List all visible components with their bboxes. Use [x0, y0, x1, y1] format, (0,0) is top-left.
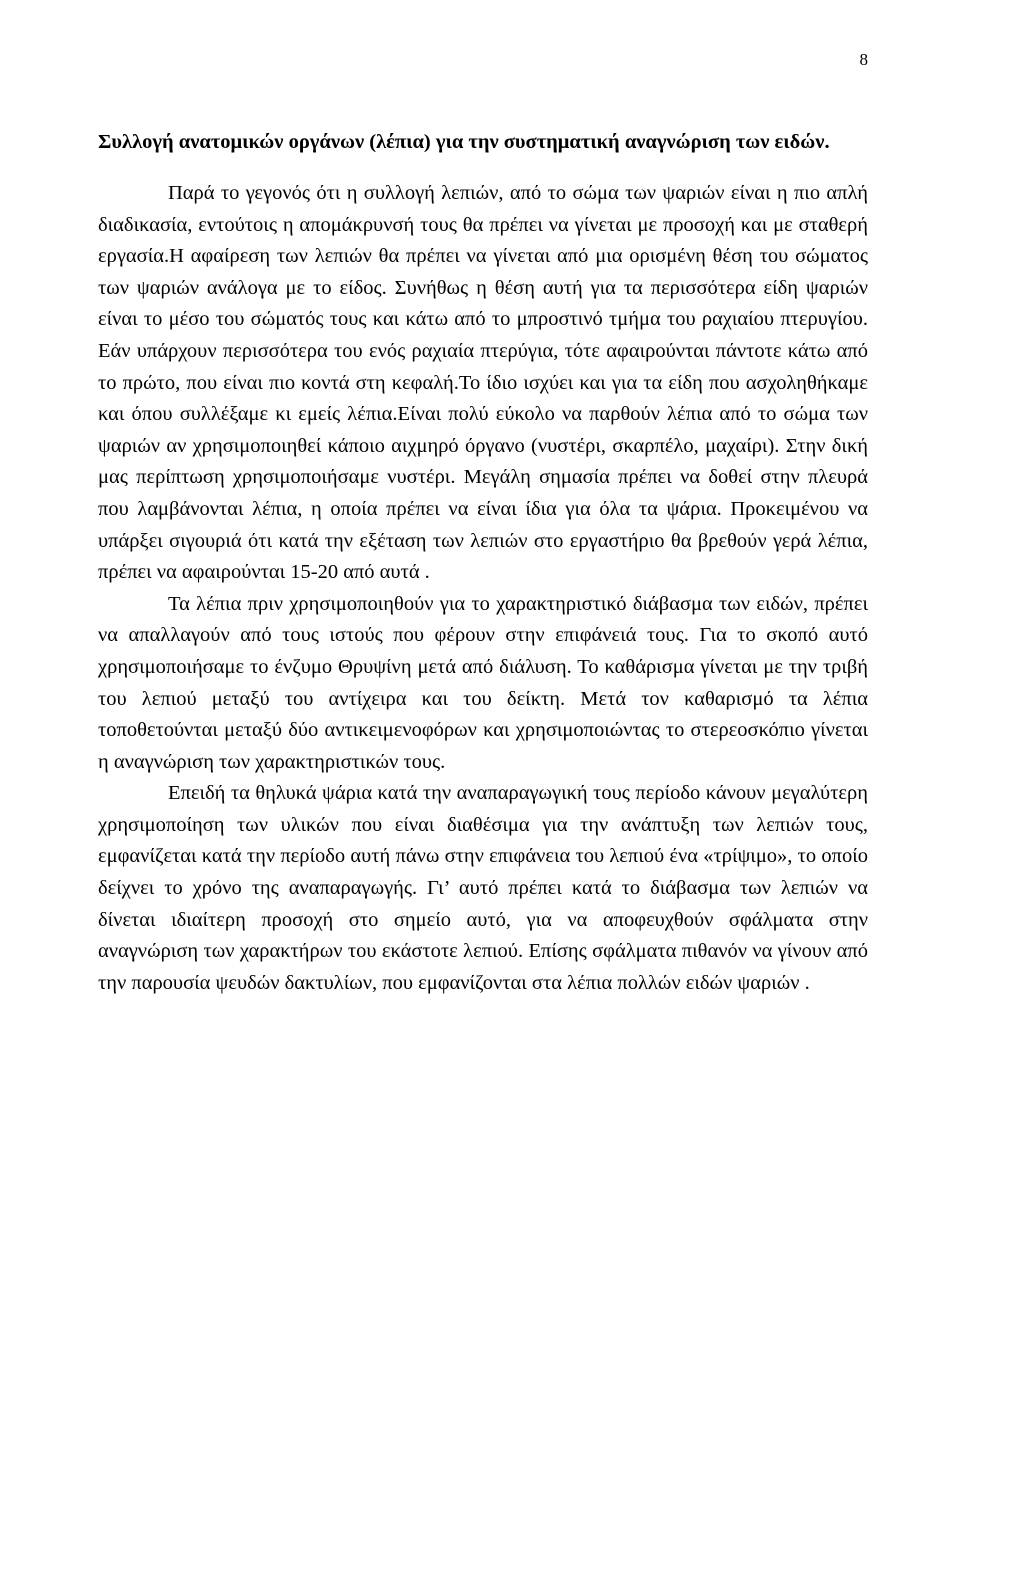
page-number: 8 — [859, 50, 868, 69]
paragraph: Τα λέπια πριν χρησιμοποιηθούν για το χαρακτηριστικό διάβασμα των ειδών, πρέπει να απαλλαγούν από τους ιστούς που φέρουν στην επιφάνειά τους. Για το σκοπό αυτό χρησιμοποιήσαμε το ένζυμο Θρυψίνη μετά από διάλυση. Το καθάρισμα γίνεται με την τριβή του λεπιού μεταξύ του αντίχειρα και του δείκτη. Μετά τον καθαρισμό τα λέπια τοποθετούνται μεταξύ δύο αντικειμενοφόρων και χρησιμοποιώντας το στερεοσκόπιο γίνεται η αναγνώριση των χαρακτηριστικών τους. — [98, 592, 868, 773]
paragraph: Παρά το γεγονός ότι η συλλογή λεπιών, από το σώμα των ψαριών είναι η πιο απλή διαδικασία, εντούτοις η απομάκρυνσή τους θα πρέπει να γίνεται με προσοχή και με σταθερή εργασία.Η αφαίρεση των λεπιών θα πρέπει να γίνεται από μια ορισμένη θέση του σώματος των ψαριών ανάλογα με το είδος. Συνήθως η θέση αυτή για τα περισσότερα είδη ψαριών είναι το μέσο του σώματός τους και κάτω από το μπροστινό τμήμα του ραχιαίου πτερυγίου. Εάν υπάρχουν περισσότερα του ενός ραχιαία πτερύγια, τότε αφαιρούνται πάντοτε κάτω από το πρώτο, που είναι πιο κοντά στη κεφαλή.Το ίδιο ισχύει και για τα είδη που ασχοληθήκαμε και όπου συλλέξαμε κι εμείς λέπια.Είναι πολύ εύκολο να παρθούν λέπια από το σώμα των ψαριών αν χρησιμοποιηθεί κάποιο αιχμηρό όργανο (νυστέρι, σκαρπέλο, μαχαίρι). Στην δική μας περίπτωση χρησιμοποιήσαμε νυστέρι. Μεγάλη σημασία πρέπει να δοθεί στην πλευρά που λαμβάνονται λέπια, η οποία πρέπει να είναι ίδια για όλα τα ψάρια. Προκειμένου να υπάρξει σιγουριά ότι κατά την εξέταση των λεπιών στο εργαστήριο θα βρεθούν γερά λέπια, πρέπει να αφαιρούνται 15-20 από αυτά . — [98, 182, 868, 584]
section-heading: Συλλογή ανατομικών οργάνων (λέπια) για την συστηματική αναγνώριση των ειδών. — [98, 131, 830, 153]
document-body — [98, 127, 868, 999]
paragraph: Επειδή τα θηλυκά ψάρια κατά την αναπαραγωγική τους περίοδο κάνουν μεγαλύτερη χρησιμοποίηση των υλικών που είναι διαθέσιμα για την ανάπτυξη των λεπιών τους, εμφανίζεται κατά την περίοδο αυτή πάνω στην επιφάνεια του λεπιού ένα «τρίψιμο», το οποίο δείχνει το χρόνο της αναπαραγωγής. Γι’ αυτό πρέπει κατά το διάβασμα των λεπιών να δίνεται ιδιαίτερη προσοχή στο σημείο αυτό, για να αποφευχθούν σφάλματα στην αναγνώριση των χαρακτήρων του εκάστοτε λεπιού. Επίσης σφάλματα πιθανόν να γίνουν από την παρουσία ψευδών δακτυλίων, που εμφανίζονται στα λέπια πολλών ειδών ψαριών . — [98, 782, 868, 994]
